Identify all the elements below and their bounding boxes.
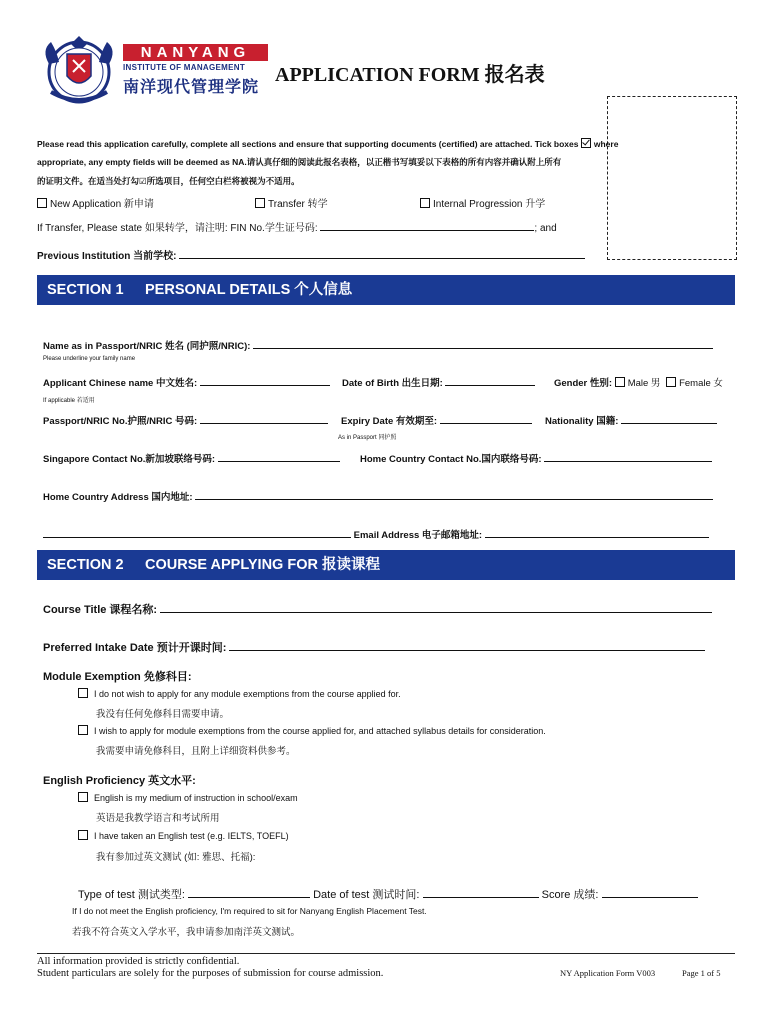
exempt-no-option[interactable] xyxy=(78,688,401,699)
intro-line3: 的证明文件。在适当处打勾☑所选项目，任何空白栏将被视为不适用。 xyxy=(37,176,300,186)
chinese-name-field xyxy=(43,375,330,389)
brand-name: NANYANG xyxy=(140,44,251,61)
home-contact-field xyxy=(360,451,712,465)
home-contact-label: Home Country Contact No.国内联络号码: xyxy=(360,454,542,465)
sg-contact-field xyxy=(43,451,340,465)
sg-contact-label: Singapore Contact No.新加坡联络号码: xyxy=(43,454,216,465)
name-hint: Please underline your family name xyxy=(43,356,136,362)
eng-test-cn: 我有参加过英文测试 (如: 雅思、托福): xyxy=(96,852,256,863)
type-of-test-input[interactable] xyxy=(188,888,310,898)
option-internal-progression[interactable] xyxy=(420,195,545,210)
female-label: Female 女 xyxy=(679,378,723,389)
chinese-name-hint: If applicable 若适用 xyxy=(43,398,95,404)
section1-number: SECTION 1 xyxy=(47,282,124,298)
gender-label: Gender 性别: xyxy=(554,378,613,389)
previous-institution-field xyxy=(37,247,585,262)
exempt-no-cn: 我没有任何免修科目需要申请。 xyxy=(96,709,230,720)
nationality-input[interactable] xyxy=(621,414,717,424)
passport-input[interactable] xyxy=(200,414,328,424)
eng-medium-cn: 英语是我教学语言和考试所用 xyxy=(96,813,220,824)
crest-logo xyxy=(37,34,121,106)
photo-box[interactable] xyxy=(607,96,737,260)
expiry-field xyxy=(341,413,532,427)
transfer-label: Transfer 转学 xyxy=(268,199,328,210)
form-title: APPLICATION FORM 报名表 xyxy=(275,64,545,86)
internal-progression-label: Internal Progression 升学 xyxy=(433,199,546,210)
checked-box-icon xyxy=(581,138,591,148)
home-address-input[interactable] xyxy=(195,490,713,500)
intro-line2: appropriate, any empty fields will be deemed as NA.请认真仔细的阅读此报名表格，以正楷书写填妥以下表格的所有内容并确认附上所有 xyxy=(37,157,562,167)
english-proficiency-label: English Proficiency 英文水平: xyxy=(43,775,196,787)
placement-cn: 若我不符合英文入学水平，我申请参加南洋英文测试。 xyxy=(72,927,301,938)
placement-en: If I do not meet the English proficiency, I'm required to sit for Nanyang English Placement Test. xyxy=(72,906,427,916)
nationality-field xyxy=(545,413,717,427)
name-field xyxy=(43,338,713,352)
checkbox-icon[interactable] xyxy=(78,725,88,735)
dob-field xyxy=(342,375,535,389)
section2-number: SECTION 2 xyxy=(47,557,124,573)
intake-input[interactable] xyxy=(229,641,705,651)
dob-input[interactable] xyxy=(445,376,535,386)
expiry-label: Expiry Date 有效期至: xyxy=(341,416,438,427)
course-title-field xyxy=(43,601,712,617)
course-title-input[interactable] xyxy=(160,603,712,613)
intro-text-1-end: where xyxy=(593,139,619,149)
fin-no-input[interactable] xyxy=(320,221,534,231)
date-of-test-input[interactable] xyxy=(423,888,539,898)
home-address-line2-input[interactable] xyxy=(43,528,351,538)
chinese-name-input[interactable] xyxy=(200,376,330,386)
type-of-test-label: Type of test 测试类型: xyxy=(78,889,185,901)
eng-medium-option[interactable] xyxy=(78,792,298,803)
email-field-row xyxy=(43,527,709,541)
footer-line1: All information provided is strictly confidential. xyxy=(37,956,240,967)
intro-line1 xyxy=(37,138,618,149)
nationality-label: Nationality 国籍: xyxy=(545,416,619,427)
date-of-test-label: Date of test 测试时间: xyxy=(313,889,420,901)
footer-divider xyxy=(37,953,735,954)
checkbox-icon[interactable] xyxy=(255,198,265,208)
course-title-label: Course Title 课程名称: xyxy=(43,604,158,616)
email-input[interactable] xyxy=(485,528,709,538)
expiry-input[interactable] xyxy=(440,414,532,424)
gender-field xyxy=(554,375,723,389)
sg-contact-input[interactable] xyxy=(218,452,340,462)
footer-page-number: Page 1 of 5 xyxy=(682,968,721,978)
email-label: Email Address 电子邮箱地址: xyxy=(353,530,483,541)
section1-header xyxy=(37,275,735,305)
section1-title: PERSONAL DETAILS 个人信息 xyxy=(145,282,353,298)
score-input[interactable] xyxy=(602,888,698,898)
brand-name-box xyxy=(123,44,268,61)
section2-header xyxy=(37,550,735,580)
exempt-yes-en: I wish to apply for module exemptions from the course applied for, and attached syllabus details for consideration. xyxy=(94,726,546,736)
transfer-field-suffix: ; and xyxy=(534,223,557,234)
name-input[interactable] xyxy=(253,339,713,349)
module-exemption-label: Module Exemption 免修科目: xyxy=(43,671,192,683)
home-address-field xyxy=(43,489,713,503)
new-application-label: New Application 新申请 xyxy=(50,199,154,210)
test-details-row xyxy=(78,886,698,902)
brand-subtitle: INSTITUTE OF MANAGEMENT xyxy=(123,63,246,72)
exempt-yes-cn: 我需要申请免修科目，且附上详细资料供参考。 xyxy=(96,746,296,757)
female-checkbox-icon[interactable] xyxy=(666,377,676,387)
dob-label: Date of Birth 出生日期: xyxy=(342,378,443,389)
checkbox-icon[interactable] xyxy=(78,792,88,802)
intake-label: Preferred Intake Date 预计开课时间: xyxy=(43,642,227,654)
intro-text-1: Please read this application carefully, complete all sections and ensure that supporting documents (certified) are attached. Tick boxes xyxy=(37,139,579,149)
home-contact-input[interactable] xyxy=(544,452,712,462)
checkbox-icon[interactable] xyxy=(420,198,430,208)
expiry-hint: As in Passport 同护照 xyxy=(338,435,397,441)
male-label: Male 男 xyxy=(627,378,661,389)
passport-label: Passport/NRIC No.护照/NRIC 号码: xyxy=(43,416,198,427)
eng-medium-en: English is my medium of instruction in school/exam xyxy=(94,793,298,803)
exempt-yes-option[interactable] xyxy=(78,725,546,736)
brand-chinese: 南洋现代管理学院 xyxy=(123,79,260,96)
name-label: Name as in Passport/NRIC 姓名 (同护照/NRIC): xyxy=(43,341,251,352)
footer-form-code: NY Application Form V003 xyxy=(560,968,656,978)
previous-institution-label: Previous Institution 当前学校: xyxy=(37,251,177,262)
footer-line2: Student particulars are solely for the purposes of submission for course admission. xyxy=(37,968,384,979)
exempt-no-en: I do not wish to apply for any module exemptions from the course applied for. xyxy=(94,689,401,699)
checkbox-icon[interactable] xyxy=(37,198,47,208)
section2-title: COURSE APPLYING FOR 报读课程 xyxy=(145,557,380,573)
transfer-field xyxy=(37,219,557,234)
option-new-application[interactable] xyxy=(37,195,154,210)
transfer-field-label: If Transfer, Please state 如果转学，请注明: FIN No.学生证号码: xyxy=(37,223,318,234)
previous-institution-input[interactable] xyxy=(179,249,585,259)
passport-field xyxy=(43,413,328,427)
eng-test-option[interactable] xyxy=(78,830,289,841)
option-transfer[interactable] xyxy=(255,195,328,210)
intake-field xyxy=(43,639,705,655)
eng-test-en: I have taken an English test (e.g. IELTS, TOEFL) xyxy=(94,831,289,841)
checkbox-icon[interactable] xyxy=(78,830,88,840)
home-address-label: Home Country Address 国内地址: xyxy=(43,492,193,503)
checkbox-icon[interactable] xyxy=(78,688,88,698)
male-checkbox-icon[interactable] xyxy=(615,377,625,387)
score-label: Score 成绩: xyxy=(541,889,599,901)
chinese-name-label: Applicant Chinese name 中文姓名: xyxy=(43,378,198,389)
